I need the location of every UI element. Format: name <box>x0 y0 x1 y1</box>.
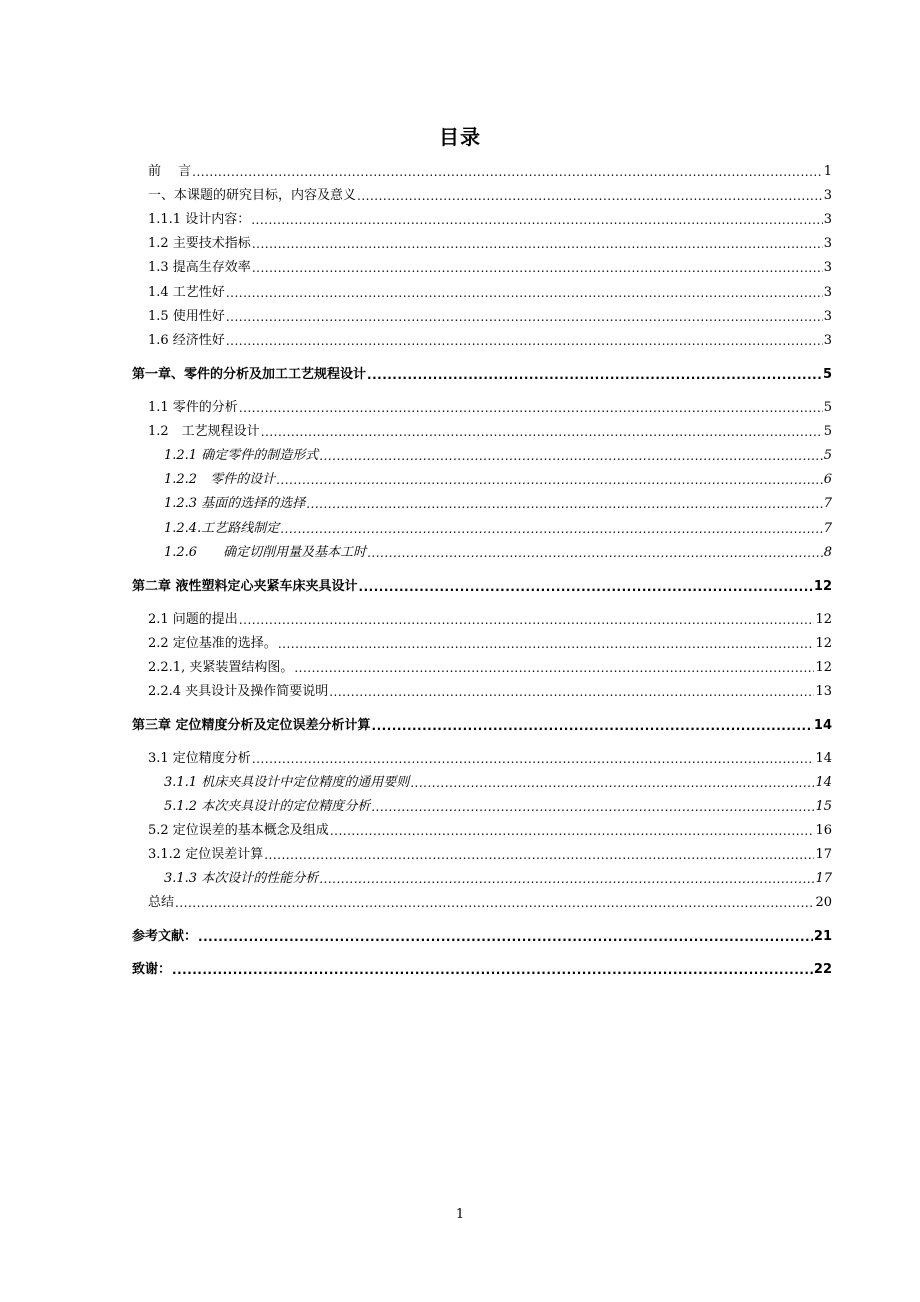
toc-leader-dots <box>319 448 823 464</box>
toc-entry-label: 1.2.1 确定零件的制造形式 <box>164 448 319 463</box>
toc-subentry[interactable] <box>164 865 832 887</box>
toc-entry-label: 1.1 零件的分析 <box>148 400 238 415</box>
toc-entry-page: 12 <box>815 636 832 651</box>
toc-entry-label: 2.1 问题的提出 <box>148 612 238 627</box>
toc-entry-page: 22 <box>813 962 832 977</box>
toc-entry-page: 5 <box>822 367 832 382</box>
toc-leader-dots <box>264 847 814 863</box>
toc-leader-dots <box>251 212 823 228</box>
page-number-footer: 1 <box>455 1207 465 1222</box>
toc-entry[interactable] <box>148 841 832 863</box>
toc-leader-dots <box>280 521 823 537</box>
toc-entry-label: 1.6 经济性好 <box>148 333 225 348</box>
toc-entry-label: 3.1.2 定位误差计算 <box>148 847 264 862</box>
toc-leader-dots <box>329 684 814 700</box>
toc-entry-page: 3 <box>823 212 832 227</box>
toc-leader-dots <box>294 660 814 676</box>
toc-entry-page: 13 <box>815 684 832 699</box>
toc-entry[interactable] <box>148 606 832 628</box>
toc-leader-dots <box>319 871 814 887</box>
toc-leader-dots <box>226 309 823 325</box>
toc-chapter-entry[interactable] <box>132 573 832 595</box>
toc-leader-dots <box>410 775 814 791</box>
toc-entry-label: 第一章、零件的分析及加工工艺规程设计 <box>132 367 367 382</box>
toc-entry-page: 21 <box>813 929 832 944</box>
toc-entry[interactable] <box>148 889 832 911</box>
toc-entry[interactable] <box>148 817 832 839</box>
toc-chapter-entry[interactable] <box>132 956 832 978</box>
toc-entry-page: 1 <box>823 164 832 179</box>
toc-entry[interactable] <box>148 182 832 204</box>
toc-subentry[interactable] <box>164 769 832 791</box>
toc-leader-dots <box>239 400 823 416</box>
toc-entry-label: 第二章 液性塑料定心夹紧车床夹具设计 <box>132 579 358 594</box>
toc-entry-label: 3.1.3 本次设计的性能分析 <box>164 871 319 886</box>
toc-entry-page: 16 <box>815 823 832 838</box>
toc-entry-label: 1.3 提高生存效率 <box>148 260 251 275</box>
toc-chapter-entry[interactable] <box>132 923 832 945</box>
toc-entry-page: 6 <box>823 472 832 487</box>
toc-subentry[interactable] <box>164 442 832 464</box>
toc-subentry[interactable] <box>164 515 832 537</box>
toc-entry-label: 1.2.2 零件的设计 <box>164 472 276 487</box>
toc-entry-label: 参考文献： <box>132 929 198 944</box>
toc-entry-page: 12 <box>815 660 832 675</box>
toc-entry-label: 3.1 定位精度分析 <box>148 751 251 766</box>
toc-subentry[interactable] <box>164 466 832 488</box>
toc-entry-page: 14 <box>815 775 832 790</box>
toc-entry-page: 15 <box>815 799 832 814</box>
toc-entry[interactable] <box>148 654 832 676</box>
toc-leader-dots <box>252 260 823 276</box>
toc-subentry[interactable] <box>164 539 832 561</box>
toc-entry[interactable] <box>148 230 832 252</box>
toc-entry-label: 1.1.1 设计内容： <box>148 212 251 227</box>
toc-entry-page: 5 <box>823 448 832 463</box>
toc-entry-label: 2.2.1, 夹紧装置结构图。 <box>148 660 294 675</box>
toc-leader-dots <box>198 929 813 945</box>
toc-leader-dots <box>172 962 813 978</box>
toc-entry-label: 3.1.1 机床夹具设计中定位精度的通用要则 <box>164 775 410 790</box>
toc-entry-label: 总结 <box>148 895 175 910</box>
toc-leader-dots <box>371 799 814 815</box>
toc-entry-label: 2.2.4 夹具设计及操作简要说明 <box>148 684 329 699</box>
toc-entry-label: 1.2 工艺规程设计 <box>148 424 260 439</box>
toc-entry-page: 12 <box>813 579 832 594</box>
toc-entry-page: 3 <box>823 260 832 275</box>
toc-entry-page: 7 <box>823 521 832 536</box>
toc-leader-dots <box>367 367 822 383</box>
toc-entry-label: 一、本课题的研究目标，内容及意义 <box>148 188 357 203</box>
toc-leader-dots <box>306 496 823 512</box>
toc-entry-label: 5.1.2 本次夹具设计的定位精度分析 <box>164 799 371 814</box>
toc-subentry[interactable] <box>164 490 832 512</box>
toc-entry-label: 1.2.6 确定切削用量及基本工时 <box>164 545 367 560</box>
toc-entry[interactable] <box>148 418 832 440</box>
toc-entry[interactable] <box>148 279 832 301</box>
toc-entry-page: 5 <box>823 400 832 415</box>
toc-leader-dots <box>278 636 815 652</box>
toc-entry-page: 14 <box>813 718 832 733</box>
toc-chapter-entry[interactable] <box>132 361 832 383</box>
toc-leader-dots <box>226 333 823 349</box>
toc-entry-label: 前 言 <box>148 164 192 179</box>
toc-leader-dots <box>372 718 813 734</box>
toc-leader-dots <box>330 823 815 839</box>
toc-subentry[interactable] <box>164 793 832 815</box>
toc-entry[interactable] <box>148 303 832 325</box>
toc-leader-dots <box>357 188 823 204</box>
toc-entry-page: 3 <box>823 309 832 324</box>
toc-entry-label: 2.2 定位基准的选择。 <box>148 636 277 651</box>
toc-entry-page: 7 <box>823 496 832 511</box>
toc-entry-label: 致谢： <box>132 962 172 977</box>
toc-entry-page: 5 <box>823 424 832 439</box>
toc-entry[interactable] <box>148 327 832 349</box>
toc-entry-label: 第三章 定位精度分析及定位误差分析计算 <box>132 718 371 733</box>
toc-entry[interactable] <box>148 254 832 276</box>
toc-entry[interactable] <box>148 394 832 416</box>
toc-leader-dots <box>252 236 823 252</box>
toc-entry-label: 1.2.4.工艺路线制定 <box>164 521 280 536</box>
toc-entry-label: 1.5 使用性好 <box>148 309 225 324</box>
toc-entry[interactable] <box>148 158 832 180</box>
toc-entry[interactable] <box>148 745 832 767</box>
toc-entry-label: 1.2 主要技术指标 <box>148 236 251 251</box>
toc-entry-label: 1.2.3 基面的选择的选择 <box>164 496 306 511</box>
toc-entry-page: 12 <box>815 612 832 627</box>
toc-entry[interactable] <box>148 678 832 700</box>
toc-leader-dots <box>226 285 823 301</box>
toc-entry-page: 3 <box>823 285 832 300</box>
toc-leader-dots <box>239 612 815 628</box>
toc-entry-page: 14 <box>815 751 832 766</box>
toc-entry-page: 17 <box>815 847 832 862</box>
toc-leader-dots <box>192 164 823 180</box>
toc-entry[interactable] <box>148 630 832 652</box>
toc-leader-dots <box>261 424 823 440</box>
toc-chapter-entry[interactable] <box>132 712 832 734</box>
page-title: 目录 <box>439 125 481 149</box>
toc-entry-page: 3 <box>823 188 832 203</box>
toc-leader-dots <box>252 751 815 767</box>
toc-entry-page: 17 <box>815 871 832 886</box>
toc-entry-page: 3 <box>823 236 832 251</box>
toc-entry[interactable] <box>148 206 832 228</box>
toc-entry-page: 8 <box>823 545 832 560</box>
toc-leader-dots <box>367 545 823 561</box>
toc-leader-dots <box>359 579 813 595</box>
toc-leader-dots <box>175 895 814 911</box>
toc-entry-page: 20 <box>815 895 832 910</box>
toc-leader-dots <box>276 472 823 488</box>
toc-entry-label: 1.4 工艺性好 <box>148 285 225 300</box>
toc-entry-page: 3 <box>823 333 832 348</box>
toc-entry-label: 5.2 定位误差的基本概念及组成 <box>148 823 329 838</box>
